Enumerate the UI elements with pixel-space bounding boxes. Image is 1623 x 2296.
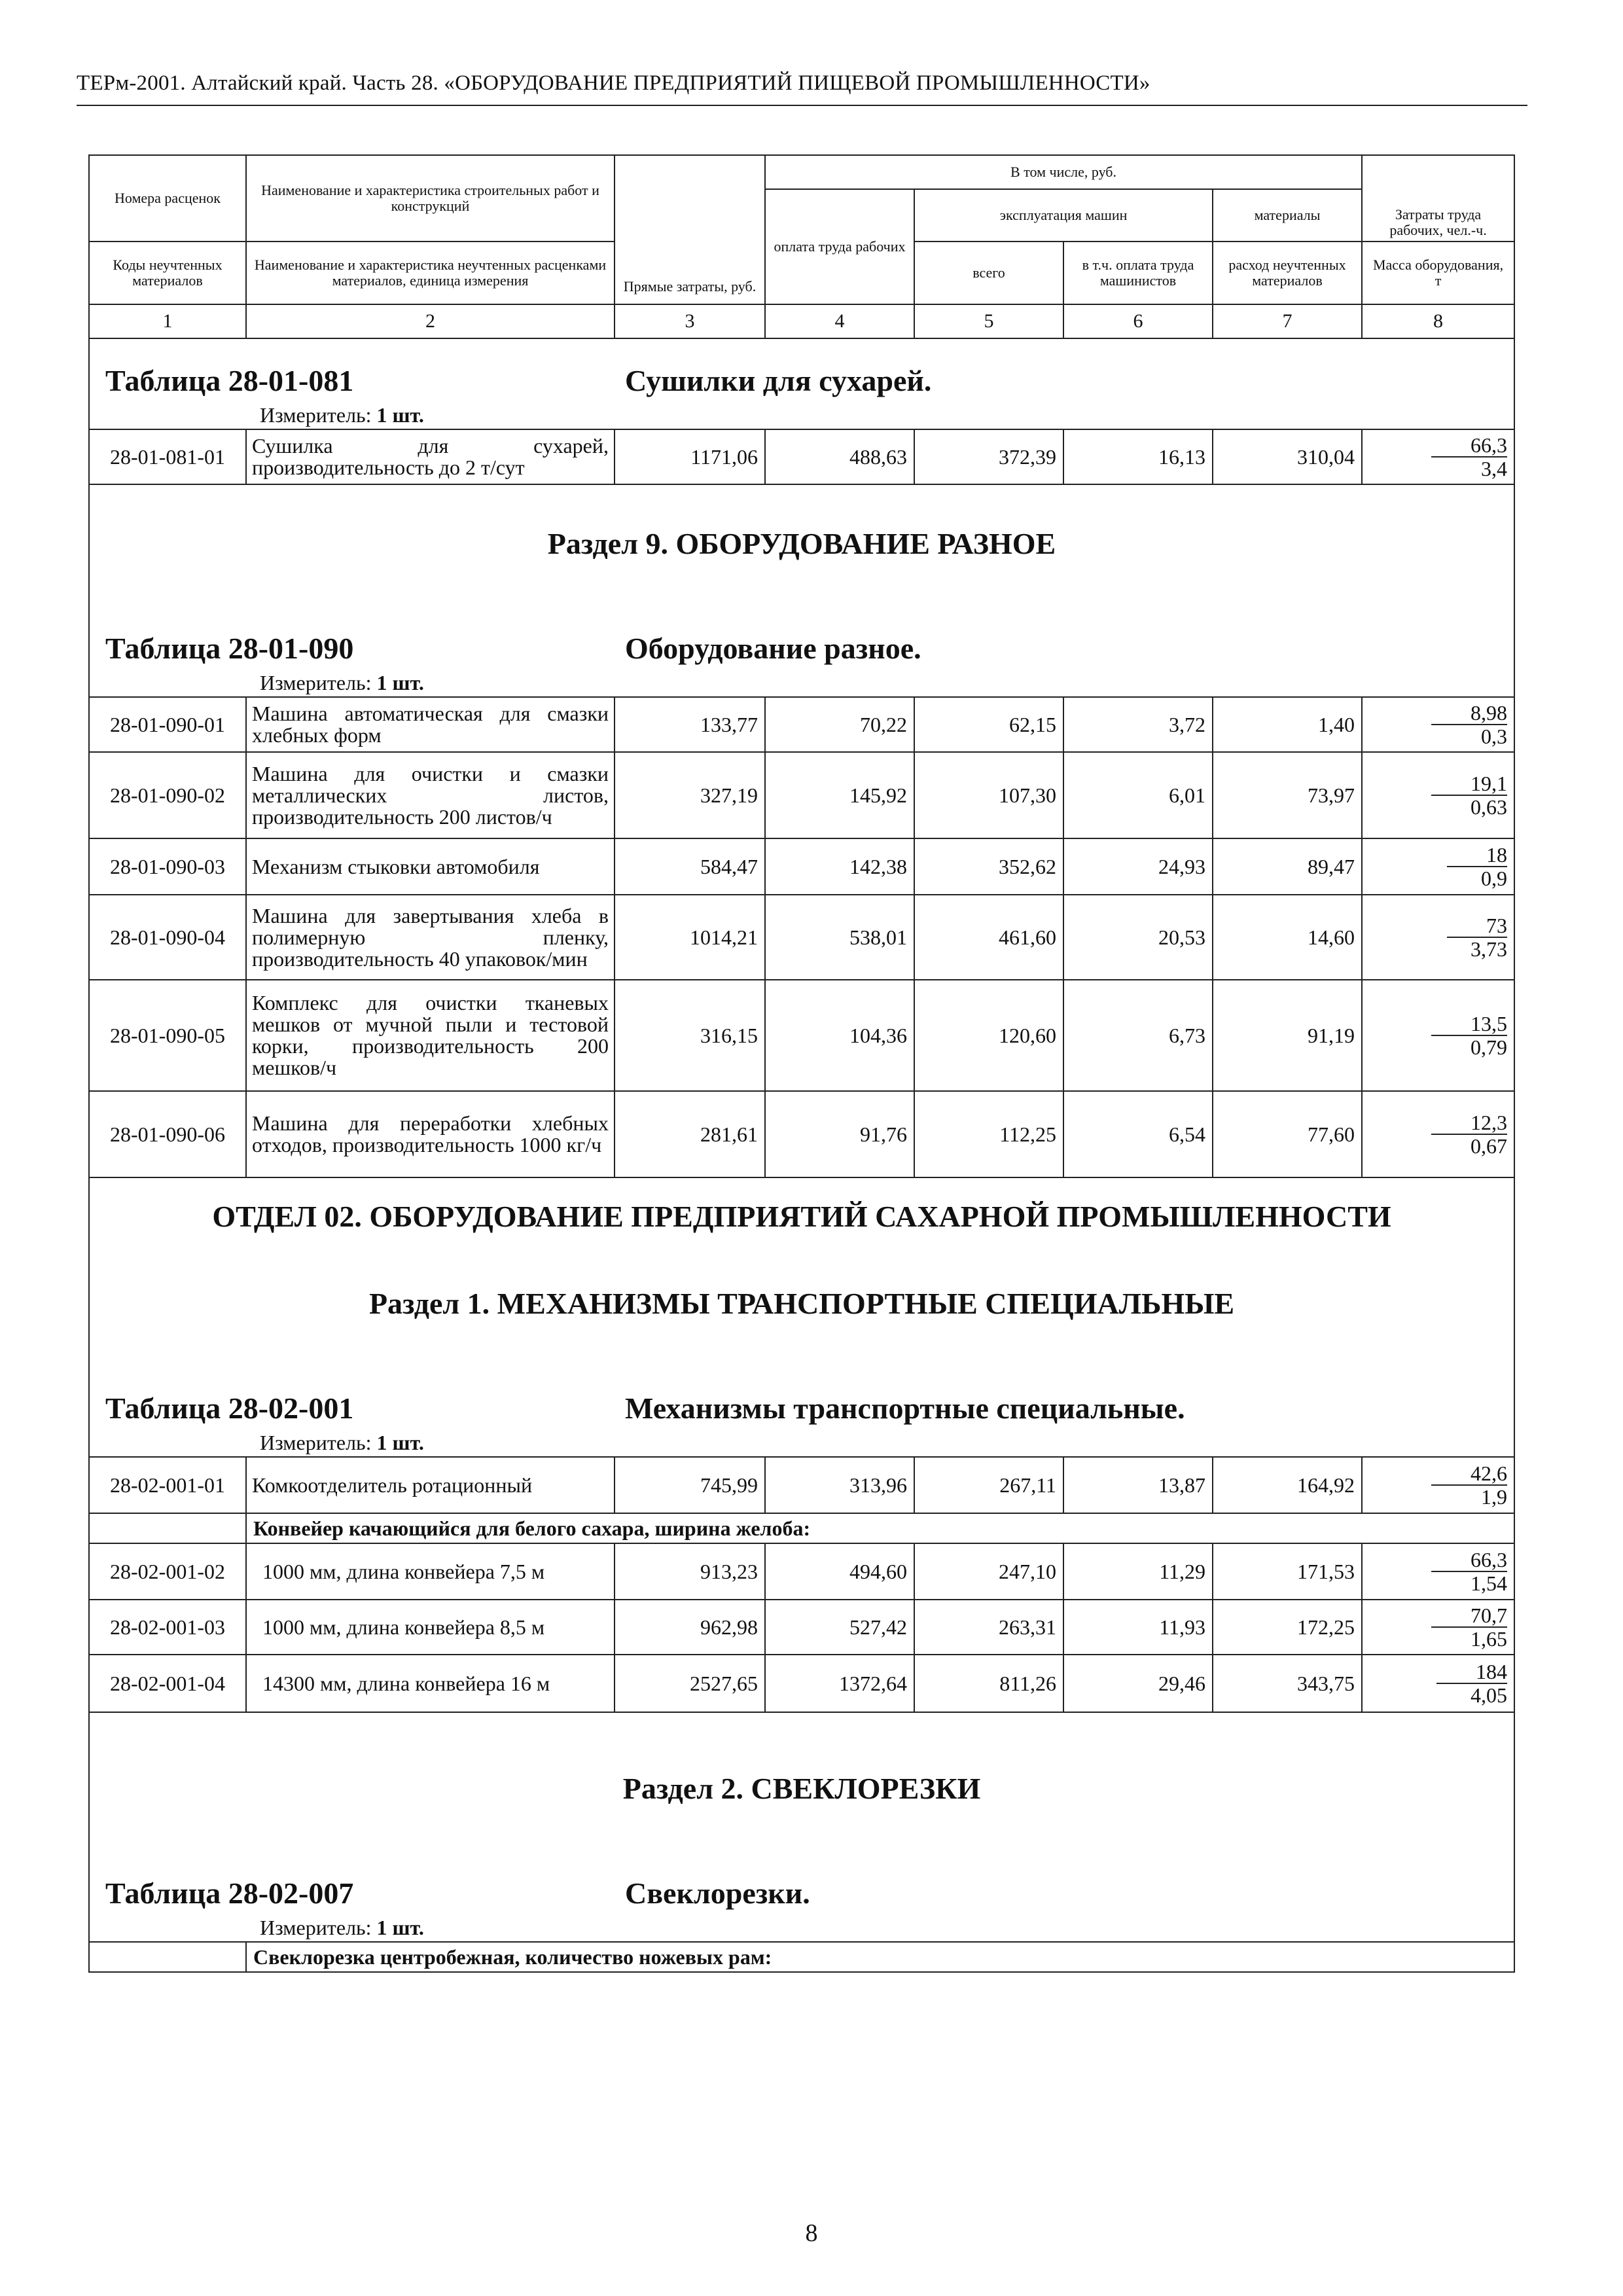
table-name: Механизмы транспортные специальные. — [625, 1391, 1185, 1425]
labor-pay: 142,38 — [765, 838, 914, 895]
mass-fraction — [1362, 838, 1514, 895]
rates-table — [88, 154, 1515, 1973]
equipment-mass: 0,63 — [1471, 795, 1508, 819]
machines-total: 352,62 — [914, 838, 1063, 895]
labor-hours: 66,3 — [1431, 434, 1507, 457]
equipment-mass: 0,3 — [1481, 725, 1508, 748]
equipment-mass: 0,9 — [1481, 867, 1508, 890]
rate-code: 28-02-001-03 — [89, 1600, 246, 1655]
table-row — [89, 429, 1514, 484]
mass-fraction — [1362, 980, 1514, 1091]
machinists-pay: 3,72 — [1063, 697, 1213, 752]
machines-total: 112,25 — [914, 1091, 1063, 1177]
table-name: Свеклорезки. — [625, 1876, 810, 1910]
col-number: 3 — [615, 304, 765, 338]
rate-name: Комкоотделитель ротационный — [246, 1457, 615, 1513]
col5-header: всего — [914, 242, 1063, 304]
page-number: 8 — [805, 2219, 818, 2247]
measure-label: Измеритель: — [260, 1430, 372, 1454]
measure-value: 1 шт. — [376, 1915, 424, 1939]
equipment-mass: 4,05 — [1471, 1683, 1508, 1707]
machines-total: 263,31 — [914, 1600, 1063, 1655]
machines-total: 62,15 — [914, 697, 1063, 752]
col-number: 2 — [246, 304, 615, 338]
table-code: Таблица 28-01-081 — [105, 364, 354, 397]
labor-hours: 18 — [1447, 844, 1507, 867]
col-number: 5 — [914, 304, 1063, 338]
machinists-pay: 6,54 — [1063, 1091, 1213, 1177]
labor-hours: 73 — [1447, 914, 1507, 938]
rate-name: Машина для завертывания хлеба в полимерную пленку, производительность 40 упаковок/мин — [246, 895, 615, 980]
rate-name: 14300 мм, длина конвейера 16 м — [246, 1655, 615, 1712]
rate-code: 28-01-090-05 — [89, 980, 246, 1091]
col1-header-bottom: Коды неучтенных материалов — [89, 242, 246, 304]
col4-header: оплата труда рабочих — [765, 189, 914, 304]
direct-costs: 913,23 — [615, 1543, 765, 1600]
measure-value: 1 шт. — [376, 670, 424, 694]
equipment-mass: 1,65 — [1471, 1627, 1508, 1651]
labor-pay: 488,63 — [765, 429, 914, 484]
materials: 171,53 — [1213, 1543, 1362, 1600]
table-row — [89, 752, 1514, 838]
measure-row — [89, 1914, 1514, 1942]
equipment-mass: 3,4 — [1481, 457, 1508, 480]
spacer — [89, 1808, 1514, 1871]
machines-total: 120,60 — [914, 980, 1063, 1091]
table-row — [89, 1091, 1514, 1177]
col-number: 7 — [1213, 304, 1362, 338]
labor-hours: 13,5 — [1431, 1013, 1507, 1036]
empty-cell — [89, 1942, 246, 1972]
equipment-mass: 3,73 — [1471, 937, 1508, 961]
col8-header-top: Затраты труда рабочих, чел.-ч. — [1362, 155, 1514, 242]
machinists-pay: 11,29 — [1063, 1543, 1213, 1600]
measure-label: Измеритель: — [260, 1915, 372, 1939]
machinists-pay: 6,01 — [1063, 752, 1213, 838]
materials: 73,97 — [1213, 752, 1362, 838]
mass-fraction — [1362, 697, 1514, 752]
col-number: 6 — [1063, 304, 1213, 338]
table-code: Таблица 28-01-090 — [105, 632, 354, 665]
col2-header-bottom: Наименование и характеристика неучтенных расценками материалов, единица измерения — [246, 242, 615, 304]
col8-header-bottom: Масса оборудования, т — [1362, 242, 1514, 304]
table-code: Таблица 28-02-007 — [105, 1876, 354, 1910]
rate-code: 28-01-090-01 — [89, 697, 246, 752]
col-number: 8 — [1362, 304, 1514, 338]
measure-label: Измеритель: — [260, 670, 372, 694]
rate-code: 28-01-090-06 — [89, 1091, 246, 1177]
rate-code: 28-01-090-04 — [89, 895, 246, 980]
measure-row — [89, 1429, 1514, 1457]
materials: 310,04 — [1213, 429, 1362, 484]
rate-name: Комплекс для очистки тканевых мешков от мучной пыли и тестовой корки, производительность 200 мешков/ч — [246, 980, 615, 1091]
mass-fraction — [1362, 752, 1514, 838]
section-title: Раздел 1. МЕХАНИЗМЫ ТРАНСПОРТНЫЕ СПЕЦИАЛЬНЫЕ — [89, 1283, 1514, 1323]
table-row — [89, 1457, 1514, 1513]
machines-header: эксплуатация машин — [914, 189, 1213, 242]
materials: 172,25 — [1213, 1600, 1362, 1655]
mass-fraction — [1362, 895, 1514, 980]
labor-hours: 19,1 — [1431, 772, 1507, 796]
col-number: 4 — [765, 304, 914, 338]
equipment-mass: 1,54 — [1471, 1571, 1508, 1595]
direct-costs: 1014,21 — [615, 895, 765, 980]
table-row — [89, 895, 1514, 980]
spacer — [89, 338, 1514, 358]
equipment-mass: 0,79 — [1471, 1035, 1508, 1059]
machines-total: 247,10 — [914, 1543, 1063, 1600]
rate-code: 28-02-001-04 — [89, 1655, 246, 1712]
table-row — [89, 1655, 1514, 1712]
labor-hours: 66,3 — [1431, 1549, 1507, 1572]
col2-header-top: Наименование и характеристика строительных работ и конструкций — [246, 155, 615, 242]
labor-pay: 313,96 — [765, 1457, 914, 1513]
rate-name: Механизм стыковки автомобиля — [246, 838, 615, 895]
equipment-mass: 0,67 — [1471, 1134, 1508, 1158]
direct-costs: 962,98 — [615, 1600, 765, 1655]
labor-pay: 1372,64 — [765, 1655, 914, 1712]
spacer — [89, 563, 1514, 626]
machinists-pay: 24,93 — [1063, 838, 1213, 895]
table-title-row — [89, 1871, 1514, 1914]
machinists-pay: 29,46 — [1063, 1655, 1213, 1712]
materials: 343,75 — [1213, 1655, 1362, 1712]
rate-code: 28-01-081-01 — [89, 429, 246, 484]
labor-hours: 8,98 — [1431, 702, 1507, 725]
machines-total: 107,30 — [914, 752, 1063, 838]
measure-row — [89, 669, 1514, 697]
rate-name: 1000 мм, длина конвейера 7,5 м — [246, 1543, 615, 1600]
materials: 91,19 — [1213, 980, 1362, 1091]
materials: 1,40 — [1213, 697, 1362, 752]
labor-hours: 184 — [1436, 1660, 1507, 1684]
rate-code: 28-01-090-02 — [89, 752, 246, 838]
table-name: Сушилки для сухарей. — [625, 364, 932, 397]
rate-name: Машина автоматическая для смазки хлебных форм — [246, 697, 615, 752]
table-row — [89, 697, 1514, 752]
measure-label: Измеритель: — [260, 403, 372, 427]
machines-total: 267,11 — [914, 1457, 1063, 1513]
machinists-pay: 11,93 — [1063, 1600, 1213, 1655]
department-title: ОТДЕЛ 02. ОБОРУДОВАНИЕ ПРЕДПРИЯТИЙ САХАРНОЙ ПРОМЫШЛЕННОСТИ — [89, 1177, 1514, 1234]
machinists-pay: 6,73 — [1063, 980, 1213, 1091]
labor-pay: 538,01 — [765, 895, 914, 980]
rate-name: 1000 мм, длина конвейера 8,5 м — [246, 1600, 615, 1655]
materials: 77,60 — [1213, 1091, 1362, 1177]
labor-pay: 91,76 — [765, 1091, 914, 1177]
labor-pay: 104,36 — [765, 980, 914, 1091]
labor-pay: 70,22 — [765, 697, 914, 752]
rate-name: Сушилка для сухарей, производительность до 2 т/сут — [246, 429, 615, 484]
mass-fraction — [1362, 1543, 1514, 1600]
mass-fraction — [1362, 1655, 1514, 1712]
mass-fraction — [1362, 1457, 1514, 1513]
machines-total: 372,39 — [914, 429, 1063, 484]
table-title-row — [89, 1386, 1514, 1429]
direct-costs: 745,99 — [615, 1457, 765, 1513]
labor-hours: 70,7 — [1431, 1604, 1507, 1628]
labor-hours: 42,6 — [1431, 1462, 1507, 1486]
mass-fraction — [1362, 429, 1514, 484]
section-title: Раздел 9. ОБОРУДОВАНИЕ РАЗНОЕ — [89, 524, 1514, 563]
col6-header: в т.ч. оплата труда машинистов — [1063, 242, 1213, 304]
labor-pay: 527,42 — [765, 1600, 914, 1655]
empty-cell — [89, 1513, 246, 1543]
rate-code: 28-02-001-02 — [89, 1543, 246, 1600]
direct-costs: 281,61 — [615, 1091, 765, 1177]
machines-total: 811,26 — [914, 1655, 1063, 1712]
labor-pay: 145,92 — [765, 752, 914, 838]
table-row — [89, 1600, 1514, 1655]
materials-header: материалы — [1213, 189, 1362, 242]
running-header: ТЕРм-2001. Алтайский край. Часть 28. «ОБОРУДОВАНИЕ ПРЕДПРИЯТИЙ ПИЩЕВОЙ ПРОМЫШЛЕННОСТИ» — [77, 71, 1150, 95]
labor-hours: 12,3 — [1431, 1111, 1507, 1135]
spacer — [89, 1323, 1514, 1386]
materials: 89,47 — [1213, 838, 1362, 895]
direct-costs: 2527,65 — [615, 1655, 765, 1712]
table-title-row — [89, 358, 1514, 401]
header-rule — [77, 105, 1527, 106]
table-name: Оборудование разное. — [625, 632, 921, 665]
rate-name: Машина для очистки и смазки металлических листов, производительность 200 листов/ч — [246, 752, 615, 838]
rate-code: 28-01-090-03 — [89, 838, 246, 895]
table-title-row — [89, 626, 1514, 669]
measure-row — [89, 401, 1514, 429]
table-code: Таблица 28-02-001 — [105, 1391, 354, 1425]
table-row — [89, 838, 1514, 895]
machinists-pay: 13,87 — [1063, 1457, 1213, 1513]
spacer — [89, 1234, 1514, 1283]
spacer — [89, 484, 1514, 524]
group-title: Конвейер качающийся для белого сахара, ширина желоба: — [246, 1513, 1514, 1543]
machines-total: 461,60 — [914, 895, 1063, 980]
table-row — [89, 980, 1514, 1091]
spacer — [89, 1712, 1514, 1768]
mass-fraction — [1362, 1091, 1514, 1177]
materials: 14,60 — [1213, 895, 1362, 980]
measure-value: 1 шт. — [376, 403, 424, 427]
direct-costs: 327,19 — [615, 752, 765, 838]
measure-value: 1 шт. — [376, 1430, 424, 1454]
col7-header: расход неучтенных материалов — [1213, 242, 1362, 304]
machinists-pay: 16,13 — [1063, 429, 1213, 484]
table-row — [89, 1543, 1514, 1600]
materials: 164,92 — [1213, 1457, 1362, 1513]
col3-header: Прямые затраты, руб. — [615, 155, 765, 304]
rate-code: 28-02-001-01 — [89, 1457, 246, 1513]
group-title: Свеклорезка центробежная, количество ножевых рам: — [246, 1942, 1514, 1972]
direct-costs: 584,47 — [615, 838, 765, 895]
mass-fraction — [1362, 1600, 1514, 1655]
rate-name: Машина для переработки хлебных отходов, производительность 1000 кг/ч — [246, 1091, 615, 1177]
section-title: Раздел 2. СВЕКЛОРЕЗКИ — [89, 1768, 1514, 1808]
equipment-mass: 1,9 — [1481, 1485, 1508, 1509]
direct-costs: 133,77 — [615, 697, 765, 752]
direct-costs: 316,15 — [615, 980, 765, 1091]
col1-header-top: Номера расценок — [89, 155, 246, 242]
included-header: В том числе, руб. — [765, 155, 1362, 189]
labor-pay: 494,60 — [765, 1543, 914, 1600]
col-number: 1 — [89, 304, 246, 338]
direct-costs: 1171,06 — [615, 429, 765, 484]
machinists-pay: 20,53 — [1063, 895, 1213, 980]
